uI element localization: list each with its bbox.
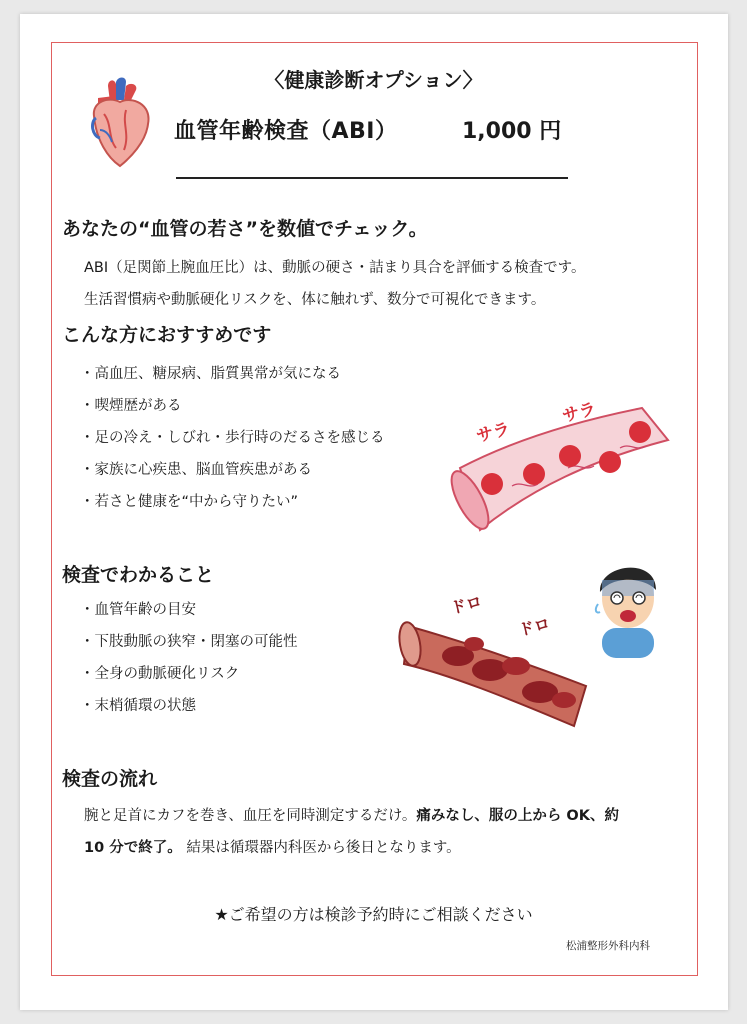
worried-person-illustration xyxy=(592,552,664,658)
clinic-name: 松浦整形外科内科 xyxy=(566,940,650,952)
list-item: ・足の冷え・しびれ・歩行時のだるさを感じる xyxy=(80,430,385,446)
list-item: ・喫煙歴がある xyxy=(80,398,182,414)
list-item: ・血管年齢の目安 xyxy=(80,602,196,618)
flow-emphasis: 痛みなし、服の上から OK、約 xyxy=(416,808,619,824)
flow-text: 結果は循環器内科医から後日となります。 xyxy=(186,840,461,856)
list-item: ・家族に心疾患、脳血管疾患がある xyxy=(80,462,312,478)
flow-text: 腕と足首にカフを巻き、血圧を同時測定するだけ。 xyxy=(84,808,417,824)
intro-heading: あなたの“血管の若さ”を数値でチェック。 xyxy=(62,218,428,240)
clogged-vessel-illustration xyxy=(398,591,594,736)
smooth-label: サラ xyxy=(474,419,513,447)
list-item: ・末梢循環の状態 xyxy=(80,698,196,714)
flow-heading: 検査の流れ xyxy=(62,768,158,790)
list-item: ・全身の動脈硬化リスク xyxy=(80,666,240,682)
flow-line-2 xyxy=(84,836,461,857)
smooth-label: サラ xyxy=(560,399,599,427)
intro-line: 生活習慣病や動脈硬化リスクを、体に触れず、数分で可視化できます。 xyxy=(84,292,546,308)
flow-emphasis: 10 分で終了。 xyxy=(84,840,182,856)
intro-line: ABI（足関節上腕血圧比）は、動脈の硬さ・詰まり具合を評価する検査です。 xyxy=(84,260,586,276)
findings-heading: 検査でわかること xyxy=(62,564,215,586)
sticky-label: ドロ xyxy=(448,591,485,618)
recommend-heading: こんな方におすすめです xyxy=(62,324,272,346)
product-name: 血管年齢検査（ABI） xyxy=(174,119,398,144)
healthy-vessel-illustration xyxy=(452,396,676,542)
list-item: ・高血圧、糖尿病、脂質異常が気になる xyxy=(80,366,341,382)
list-item: ・下肢動脈の狭窄・閉塞の可能性 xyxy=(80,634,298,650)
list-item: ・若さと健康を“中から守りたい” xyxy=(80,494,299,510)
title-underline xyxy=(176,177,568,179)
sticky-label: ドロ xyxy=(516,613,553,640)
consultation-note: ★ご希望の方は検診予約時にご相談ください xyxy=(214,905,533,924)
page-title: 〈健康診断オプション〉 xyxy=(264,68,483,92)
flow-line-1 xyxy=(84,804,619,825)
price: 1,000 円 xyxy=(462,119,562,144)
